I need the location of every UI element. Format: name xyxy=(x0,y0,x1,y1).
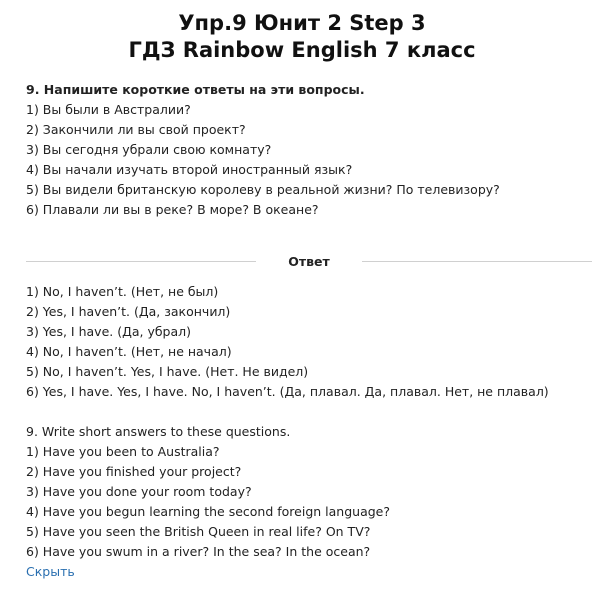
original-question-3: 3) Have you done your room today? xyxy=(26,484,252,499)
original-heading: 9. Write short answers to these questions. xyxy=(26,424,291,439)
page-title: Упр.9 Юнит 2 Step 3 xyxy=(178,11,426,35)
original-question-6: 6) Have you swum in a river? In the sea? In the ocean? xyxy=(26,544,371,559)
answer-line-2: 2) Yes, I haven’t. (Да, закончил) xyxy=(26,304,231,319)
answer-divider xyxy=(26,252,592,272)
answer-heading: Ответ xyxy=(288,254,330,269)
task-heading: 9. Напишите короткие ответы на эти вопросы. xyxy=(26,82,365,97)
task-question-2: 2) Закончили ли вы свой проект? xyxy=(26,122,246,137)
task-question-6: 6) Плавали ли вы в реке? В море? В океане? xyxy=(26,202,319,217)
original-question-1: 1) Have you been to Australia? xyxy=(26,444,220,459)
answer-line-5: 5) No, I haven’t. Yes, I have. (Нет. Не видел) xyxy=(26,364,309,379)
answer-line-6: 6) Yes, I have. Yes, I have. No, I haven’t. (Да, плавал. Да, плавал. Нет, не плавал) xyxy=(26,384,549,399)
task-question-5: 5) Вы видели британскую королеву в реальной жизни? По телевизору? xyxy=(26,182,500,197)
answer-line-4: 4) No, I haven’t. (Нет, не начал) xyxy=(26,344,232,359)
original-question-4: 4) Have you begun learning the second foreign language? xyxy=(26,504,390,519)
original-question-2: 2) Have you finished your project? xyxy=(26,464,242,479)
task-question-3: 3) Вы сегодня убрали свою комнату? xyxy=(26,142,272,157)
original-question-5: 5) Have you seen the British Queen in real life? On TV? xyxy=(26,524,371,539)
answer-line-1: 1) No, I haven’t. (Нет, не был) xyxy=(26,284,219,299)
page-subtitle: ГДЗ Rainbow English 7 класс xyxy=(128,38,476,62)
answer-line-3: 3) Yes, I have. (Да, убрал) xyxy=(26,324,192,339)
divider-line-right xyxy=(362,261,592,262)
task-question-1: 1) Вы были в Австралии? xyxy=(26,102,191,117)
hide-link[interactable]: Скрыть xyxy=(26,564,75,579)
task-question-4: 4) Вы начали изучать второй иностранный язык? xyxy=(26,162,353,177)
